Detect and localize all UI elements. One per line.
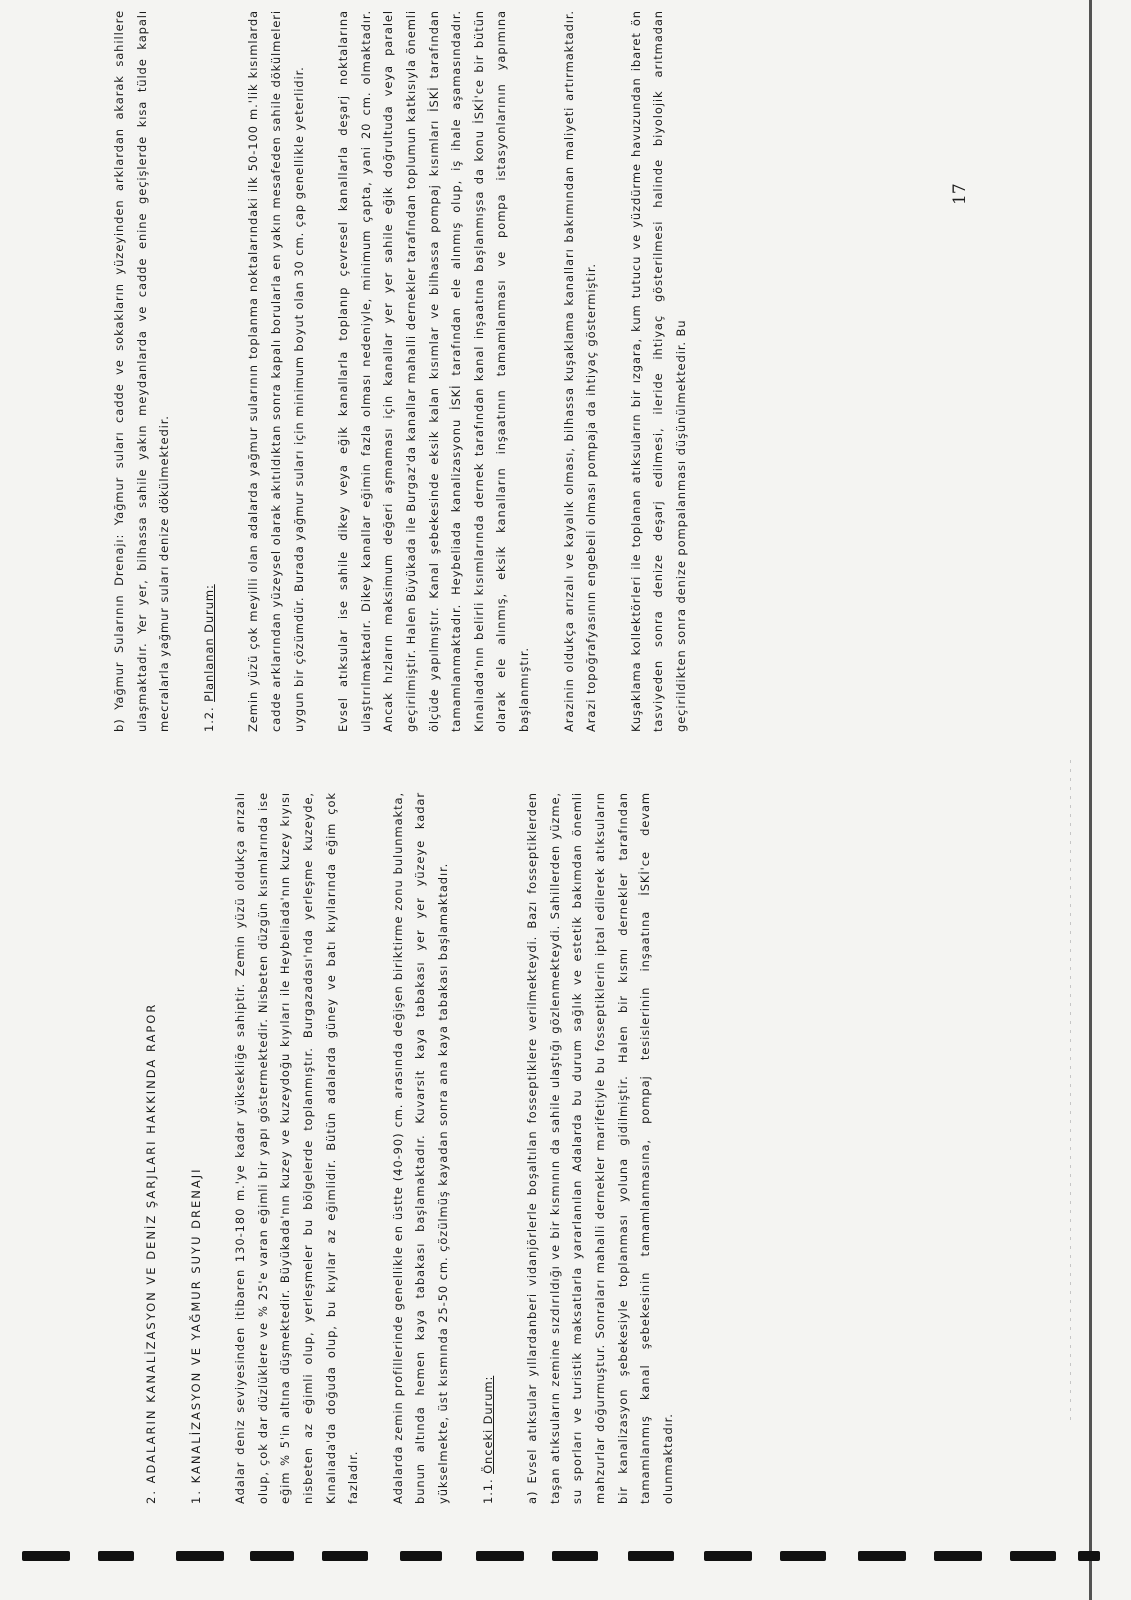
planned-rainwater-paragraph: Zemin yüzü çok meyilli olan adalarda yağmur sularının toplanma noktalarındaki ilk 50-100 m.'lik kısımlarda cadde arklarından yüzeysel olarak akıtıldıktan sonra kapalı borularla en yakın mesafeden sahile dökülmeleri uygun bir çözümdür. Burada yağmur suları için minimum boyut olan 30 cm. çap genellikle yeterlidir. (246, 10, 306, 732)
binding-mark (22, 1551, 70, 1561)
binding-mark (176, 1551, 224, 1561)
binding-mark (98, 1551, 134, 1561)
binding-mark (780, 1551, 826, 1561)
binding-mark (476, 1551, 524, 1561)
binding-mark (552, 1551, 598, 1561)
scan-page-edge (1089, 0, 1092, 1600)
binding-mark (250, 1551, 294, 1561)
soil-profile-paragraph: Adalarda zemin profillerinde genellikle en üstte (40-90) cm. arasında değişen biriktirme zonu bulunmakta, bunun altında hemen kaya tabakası başlamaktadır. Kuvarsit kaya tabakası yer yer yüzeye kadar yükselmekte, üst kısmında 25-50 cm. çözülmüş kayadan sonra ana kaya tabakası başlamaktadır. (390, 792, 450, 1504)
binding-mark (704, 1551, 752, 1561)
binding-mark (400, 1551, 442, 1561)
subsection-1-2-number: 1.2. (201, 706, 216, 732)
previous-state-paragraph: a) Evsel atıksular yıllardanberi vidanjörlerle boşaltılan fosseptiklere verilmekteydi. Bazı fosseptiklerden taşan atıksuların zemine sızdırıldığı ve bir kısmının da sahile ulaştığı gözlenmekteydi. Sahillerden yüzme, su sporları ve turistik maksatlarla yararlanılan Adalarda bu durum sağlık ve estetik bakımdan önemli mahzurlar doğurmuştur. Sonraları mahalli dernekler marifetiyle bu fosseptiklerin iptal edilerek atıksuların bir kanalizasyon şebekesiyle toplanması yoluna gidilmiştir. Halen bir kısmı dernekler tarafından tamamlanmış kanal şebekesinin tamamlanmasına, pompaj tesislerinin inşaatına İSKİ'ce devam olunmaktadır. (525, 792, 675, 1504)
collector-discharge-paragraph: Kuşaklama kollektörleri ile toplanan atıksuların bir ızgara, kum tutucu ve yüzdürme havuzundan ibaret ön tasviyeden sonra denize deşarj edilmesi, ileride ihtiyaç gösterilmesi halinde biyolojik arıtmadan geçirildikten sonra denize pompalanması düşünülmektedir. Bu (628, 10, 688, 732)
binding-hole-strip (0, 1551, 1131, 1567)
terrain-cost-paragraph: Arazinin oldukça arızalı ve kayalık olması, bilhassa kuşaklama kanalları bakımından maliyeti artırmaktadır. Arazi topoğrafyasının engebeli olması pompaja da ihtiyaç göstermiştir. (561, 10, 599, 732)
right-text-column (108, 10, 714, 732)
binding-mark (628, 1551, 674, 1561)
domestic-wastewater-paragraph: Evsel atıksular ise sahile dikey veya eğik kanallarla toplanıp çevresel kanallarla deşarj noktalarına ulaştırılmaktadır. Dikey kanallar eğimin fazla olması nedeniyle, minimum çapta, yani 20 cm. olmaktadır. Ancak hızların maksimum değeri aşmaması için kanallar yer yer sahile eğik doğrultuda veya paralel geçirilmiştir. Halen Büyükada ile Burgaz'da kanallar mahalli dernekler tarafından toplumun katkısıyla önemli ölçüde yapılmıştır. Kanal şebekesinde eksik kalan kısımlar ve bilhassa pompaj kısımları İSKİ tarafından tamamlanmaktadır. Heybeliada kanalizasyonu İSKİ tarafından ele alınmış olup, iş ihale aşamasındadır. Kınalıada'nın belirli kısımlarında dernek tarafından kanal inşaatına başlanmışsa da konu İSKİ'ce bir bütün olarak ele alınmış, eksik kanalların inşaatının tamamlanması ve pompa istasyonlarının yapımına başlanmıştır. (336, 10, 531, 732)
subsection-1-1-title: Önceki Durum: (480, 1375, 495, 1474)
subsection-1-2-heading (198, 10, 221, 732)
subsection-1-1-number: 1.1. (480, 1478, 495, 1504)
binding-mark (1078, 1551, 1100, 1561)
subsection-1-2-title: Planlanan Durum: (201, 584, 216, 702)
binding-mark (858, 1551, 906, 1561)
subsection-1-1-heading (477, 792, 500, 1504)
scan-faint-line (1070, 760, 1071, 1420)
terrain-paragraph: Adalar deniz seviyesinden itibaren 130-180 m.'ye kadar yüksekliğe sahiptir. Zemin yüzü oldukça arızalı olup, çok dar düzlüklere ve % 25'e varan eğimli bir yapı göstermektedir. Nisbeten düzgün kısımlarında ise eğim % 5'in altına düşmektedir. Büyükada'nın kuzey ve kuzeydoğu kıyıları ile Heybeliada'nın kuzey kıyısı nisbeten az eğimli olup, yerleşmeler bu bölgelerde toplanmıştır. Burgazadası'nda yerleşme kuzeyde, Kınalıada'da doğuda olup, bu kıyılar az eğimlidir. Bütün adalarda güney ve batı kıyılarında eğim çok fazladır. (233, 792, 361, 1504)
rainwater-drainage-paragraph: b) Yağmur Sularının Drenajı: Yağmur suları cadde ve sokakların yüzeyinden arklardan akarak sahillere ulaşmaktadır. Yer yer, bilhassa sahile yakın meydanlarda ve cadde enine geçişlerde kısa tülde kapalı mecralarla yağmur suları denize dökülmektedir. (112, 10, 172, 732)
report-heading: 2. ADALARIN KANALİZASYON VE DENİZ ŞARJLARI HAKKINDA RAPOR (144, 1002, 158, 1504)
page-number: 17 (950, 183, 970, 205)
section-1-title: 1. KANALİZASYON VE YAĞMUR SUYU DRENAJI (188, 1167, 203, 1504)
binding-mark (322, 1551, 368, 1561)
left-text-column (140, 792, 701, 1504)
binding-mark (1010, 1551, 1056, 1561)
binding-mark (934, 1551, 982, 1561)
